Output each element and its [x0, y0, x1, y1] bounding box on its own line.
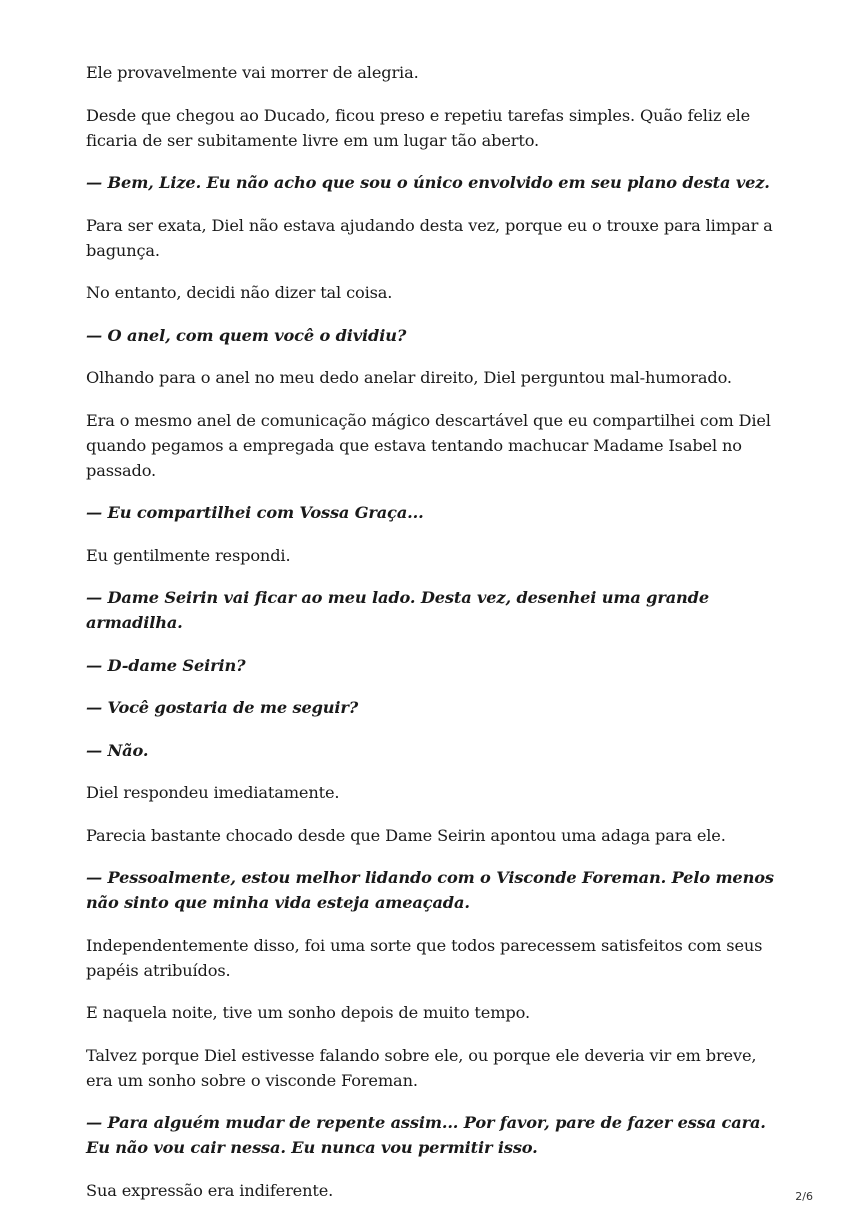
- paragraph: Para ser exata, Diel não estava ajudando desta vez, porque eu o trouxe para limpar a bagunça.: [86, 215, 773, 260]
- dialog-line: — D-dame Seirin?: [86, 655, 246, 675]
- document-body: [86, 60, 786, 1220]
- paragraph: Talvez porque Diel estivesse falando sobre ele, ou porque ele deveria vir em breve, era um sonho sobre o visconde Foreman.: [86, 1045, 757, 1090]
- paragraph: Sua expressão era indiferente.: [86, 1180, 334, 1200]
- paragraph: Independentemente disso, foi uma sorte que todos parecessem satisfeitos com seus papéis atribuídos.: [86, 935, 763, 980]
- paragraph: Desde que chegou ao Ducado, ficou preso e repetiu tarefas simples. Quão feliz ele ficaria de ser subitamente livre em um lugar tão aberto.: [86, 105, 751, 150]
- paragraph: Parecia bastante chocado desde que Dame Seirin apontou uma adaga para ele.: [86, 825, 726, 845]
- dialog-line: — Para alguém mudar de repente assim... Por favor, pare de fazer essa cara. Eu não vou cair nessa. Eu nunca vou permitir isso.: [86, 1113, 766, 1157]
- dialog-line: — Dame Seirin vai ficar ao meu lado. Desta vez, desenhei uma grande armadilha.: [86, 588, 709, 632]
- dialog-line: — Não.: [86, 740, 149, 760]
- paragraph: Era o mesmo anel de comunicação mágico descartável que eu compartilhei com Diel quando pegamos a empregada que estava tentando machucar Madame Isabel no passado.: [86, 410, 771, 480]
- paragraph: Olhando para o anel no meu dedo anelar direito, Diel perguntou mal-humorado.: [86, 368, 732, 387]
- dialog-line: — Você gostaria de me seguir?: [86, 698, 359, 717]
- dialog-line: — O anel, com quem você o dividiu?: [86, 325, 407, 345]
- paragraph: Diel respondeu imediatamente.: [86, 783, 340, 802]
- paragraph: Eu gentilmente respondi.: [86, 545, 291, 565]
- page-number: 2/6: [795, 1190, 813, 1203]
- dialog-line: — Bem, Lize. Eu não acho que sou o único envolvido em seu plano desta vez.: [86, 173, 770, 192]
- paragraph: No entanto, decidi não dizer tal coisa.: [86, 283, 393, 302]
- dialog-line: — Eu compartilhei com Vossa Graça...: [86, 503, 424, 522]
- paragraph: Ele provavelmente vai morrer de alegria.: [86, 63, 419, 82]
- dialog-line: — Pessoalmente, estou melhor lidando com o Visconde Foreman. Pelo menos não sinto que minha vida esteja ameaçada.: [86, 868, 774, 912]
- paragraph: E naquela noite, tive um sonho depois de muito tempo.: [86, 1003, 530, 1022]
